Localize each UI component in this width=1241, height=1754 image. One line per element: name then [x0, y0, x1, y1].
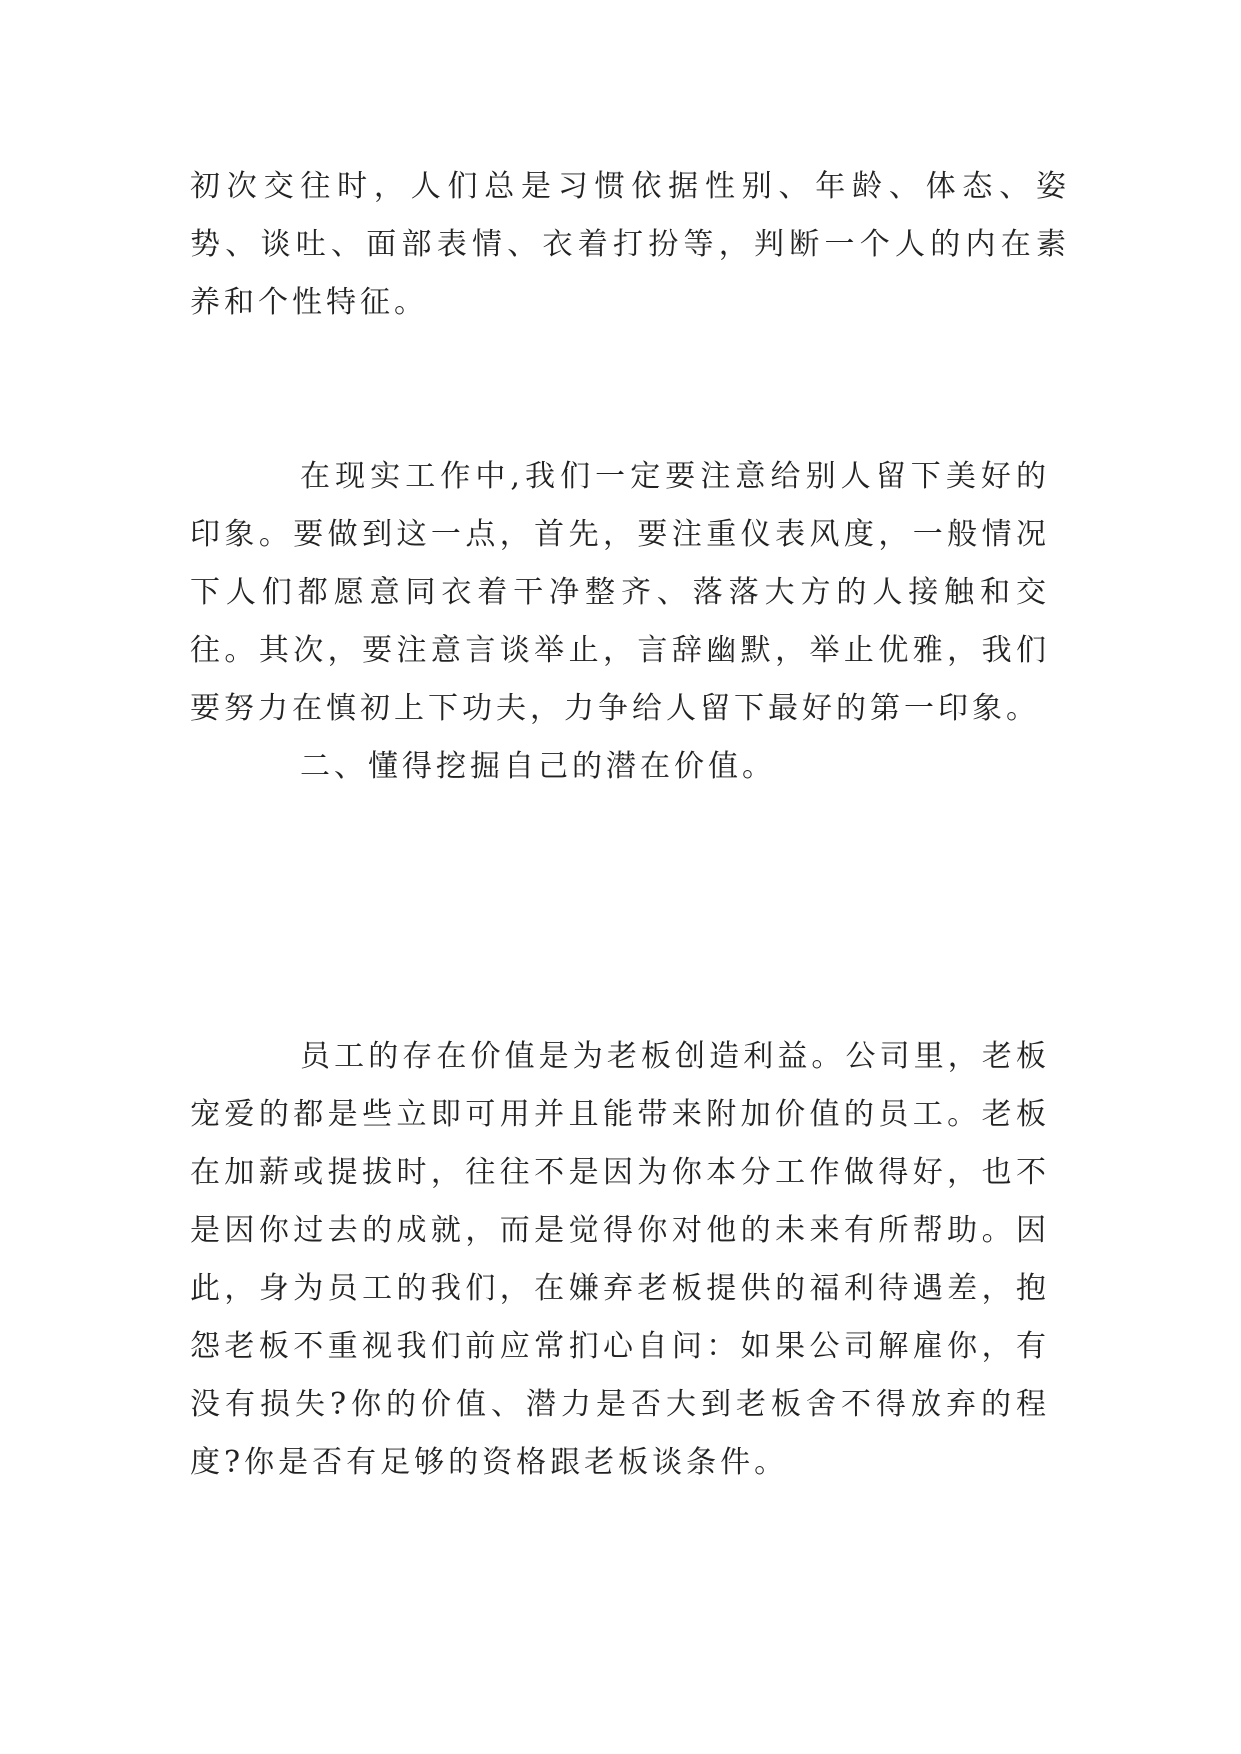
paragraph-employee-value: 员工的存在价值是为老板创造利益。公司里，老板宠爱的都是些立即可用并且能带来附加价值的员工。老板在加薪或提拔时，往往不是因为你本分工作做得好，也不是因你过去的成就，而是觉得你对他的未来有所帮助。因此，身为员工的我们，在嫌弃老板提供的福利待遇差，抱怨老板不重视我们前应常扪心自问：如果公司解雇你，有没有损失?你的价值、潜力是否大到老板舍不得放弃的程度?你是否有足够的资格跟老板谈条件。 [190, 1039, 1050, 1480]
paragraph-first-impression: 初次交往时，人们总是习惯依据性别、年龄、体态、姿势、谈吐、面部表情、衣着打扮等，判断一个人的内在素养和个性特征。 [190, 169, 1070, 320]
section-heading-potential-value: 二、懂得挖掘自己的潜在价值。 [300, 749, 776, 784]
paragraph-good-impression: 在现实工作中,我们一定要注意给别人留下美好的印象。要做到这一点，首先，要注重仪表风度，一般情况下人们都愿意同衣着干净整齐、落落大方的人接触和交往。其次，要注意言谈举止，言辞幽默，举止优雅，我们要努力在慎初上下功夫，力争给人留下最好的第一印象。 [190, 459, 1050, 726]
